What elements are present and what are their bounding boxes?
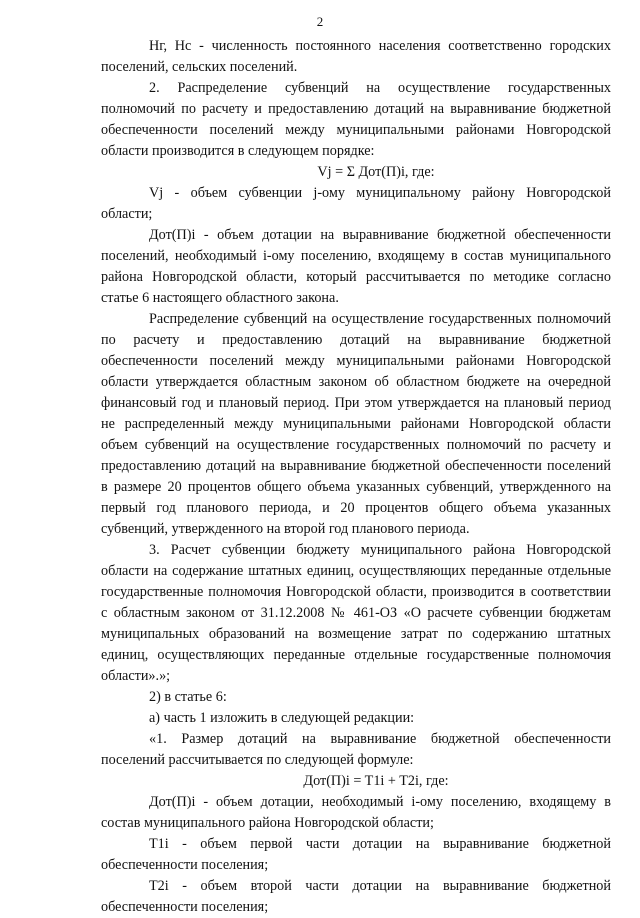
paragraph-section-3-calculation: 3. Расчет субвенции бюджету муниципального района Новгородской области на содержание штатных единиц, осуществляющих переданные отдельные государственные полномочия Новгородской области, производится в соответствии с областным законом от 31.12.2008 № 461-ОЗ «О расчете субвенции бюджетам муниципальных образований на возмещение затрат по содержанию штатных единиц, осуществляющих переданные отдельные государственные полномочия области».»; — [101, 542, 611, 684]
paragraph-dot-definition: Дот(П)i - объем дотации на выравнивание бюджетной обеспеченности поселений, необходимый i-ому поселению, входящему в состав муниципального района Новгородской области, который рассчитывается по методике согласно статье 6 настоящего областного закона. — [101, 227, 611, 306]
page-number: 2 — [316, 14, 324, 29]
paragraph-t1-definition: T1i - объем первой части дотации на выравнивание бюджетной обеспеченности поселения; — [101, 836, 611, 873]
paragraph-vj-definition: Vj - объем субвенции j-ому муниципальному району Новгородской области; — [101, 185, 611, 222]
formula-dotation: Дот(П)i = T1i + T2i, где: — [303, 773, 449, 789]
document-body — [101, 36, 611, 918]
formula-subvention: Vj = Σ Дот(П)i, где: — [317, 164, 435, 180]
paragraph-part-1-edit: а) часть 1 изложить в следующей редакции: — [149, 710, 415, 726]
paragraph-t2-definition: T2i - объем второй части дотации на выравнивание бюджетной обеспеченности поселения; — [101, 878, 611, 915]
paragraph-population-definition: Нг, Нс - численность постоянного населения соответственно городских поселений, сельских поселений. — [101, 38, 611, 75]
paragraph-dotation-size: «1. Размер дотаций на выравнивание бюджетной обеспеченности поселений рассчитывается по следующей формуле: — [101, 731, 611, 768]
paragraph-article-6: 2) в статье 6: — [149, 689, 227, 705]
paragraph-section-2-distribution: 2. Распределение субвенций на осуществление государственных полномочий по расчету и предоставлению дотаций на выравнивание бюджетной обеспеченности поселений между муниципальными районами Новгородской области производится в следующем порядке: — [101, 80, 611, 159]
paragraph-dot-i-definition: Дот(П)i - объем дотации, необходимый i-ому поселению, входящему в состав муниципального района Новгородской области; — [101, 794, 611, 831]
paragraph-distribution-approval: Распределение субвенций на осуществление государственных полномочий по расчету и предоставлению дотаций на выравнивание бюджетной обеспеченности поселений между муниципальными районами Новгородской области утверждается областным законом об областном бюджете на очередной финансовый год и плановый период. При этом утверждается на плановый период не распределенный между муниципальными районами Новгородской области объем субвенций на осуществление государственных полномочий по расчету и предоставлению дотаций на выравнивание бюджетной обеспеченности поселений в размере 20 процентов общего объема указанных субвенций, утвержденного на первый год планового периода, и 20 процентов общего объема указанных субвенций, утвержденного на второй год планового периода. — [101, 311, 611, 537]
